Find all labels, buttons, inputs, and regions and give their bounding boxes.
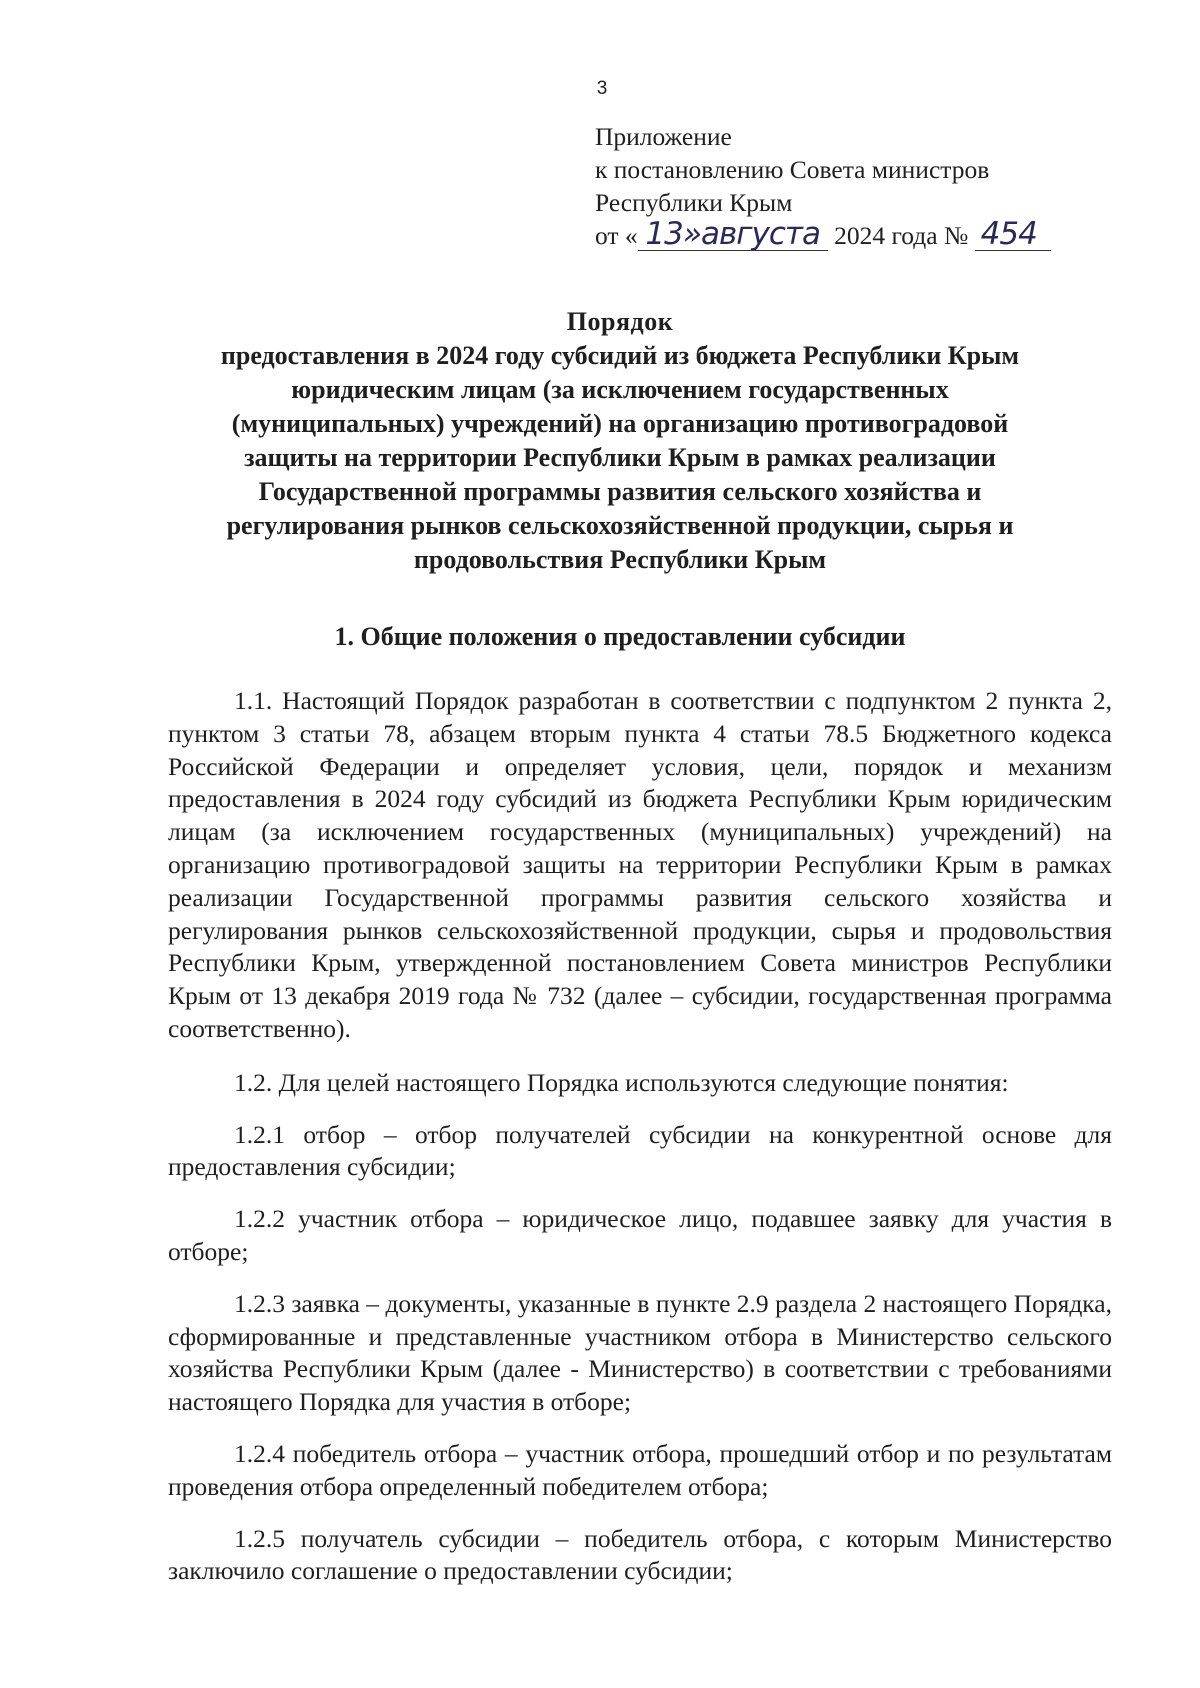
paragraph-1-1: 1.1. Настоящий Порядок разработан в соответствии с подпунктом 2 пункта 2, пунктом 3 статьи 78, абзацем вторым пункта 4 статьи 78.5 Бюджетного кодекса Российской Федерации и определяет условия, цели, порядок и механизм предоставления в 2024 году субсидий из бюджета Республики Крым юридическим лицам (за исключением государственных (муниципальных) учреждений) на организацию противоградовой защиты на территории Республики Крым в рамках реализации Государственной программы развития сельского хозяйства и регулирования рынков сельскохозяйственной продукции, сырья и продовольствия Республики Крым, утвержденной постановлением Совета министров Республики Крым от 13 декабря 2019 года № 732 (далее – субсидии, государственная программа соответственно). (168, 686, 1112, 1043)
paragraph-1-2-2: 1.2.2 участник отбора – юридическое лицо, подавшее заявку для участия в отборе; (168, 1204, 1112, 1266)
title-line: юридическим лицам (за исключением государственных (291, 375, 949, 404)
title-line: предоставления в 2024 году субсидий из бюджета Республики Крым (220, 341, 1020, 370)
title-line: Государственной программы развития сельского хозяйства и (258, 477, 982, 506)
date-quote: » (682, 216, 701, 252)
title-line: продовольствия Республики Крым (413, 545, 827, 574)
title-main: Порядок (566, 307, 674, 336)
title-line: регулирования рынков сельскохозяйственной продукции, сырья и (226, 511, 1014, 540)
handwritten-date (638, 216, 828, 252)
handwritten-month: августа (700, 216, 820, 252)
paragraph-1-2-5: 1.2.5 получатель субсидии – победитель отбора, с которым Министерство заключило соглашение о предоставлении субсидии; (168, 1523, 1112, 1586)
paragraph-1-2: 1.2. Для целей настоящего Порядка используются следующие понятия: (234, 1067, 1009, 1097)
document-title (180, 305, 1060, 577)
handwritten-number-field (975, 216, 1051, 252)
section-heading: 1. Общие положения о предоставлении субсидии (334, 622, 906, 651)
date-prefix: от « (595, 221, 638, 250)
appendix-date-line (595, 216, 1155, 252)
page-number: 3 (596, 78, 608, 99)
title-line: (муниципальных) учреждений) на организацию противоградовой (231, 409, 1009, 438)
date-suffix: 2024 года № (827, 221, 975, 250)
paragraph-1-2-1: 1.2.1 отбор – отбор получателей субсидии на конкурентной основе для предоставления субсидии; (168, 1119, 1112, 1182)
appendix-header (595, 120, 1155, 252)
document-body (168, 685, 1112, 1607)
title-line: защиты на территории Республики Крым в рамках реализации (244, 443, 996, 472)
appendix-republic-line: Республики Крым (595, 188, 793, 217)
handwritten-day: 13 (645, 216, 683, 252)
handwritten-number: 454 (980, 216, 1037, 252)
paragraph-1-2-3: 1.2.3 заявка – документы, указанные в пункте 2.9 раздела 2 настоящего Порядка, сформированные и представленные участником отбора в Министерство сельского хозяйства Республики Крым (далее - Министерство) в соответствии с требованиями настоящего Порядка для участия в отборе; (168, 1288, 1112, 1417)
paragraph-1-2-4: 1.2.4 победитель отбора – участник отбора, прошедший отбор и по результатам проведения отбора определенный победителем отбора; (168, 1438, 1112, 1501)
appendix-resolution-line: к постановлению Совета министров (595, 155, 990, 184)
appendix-label: Приложение (595, 122, 732, 151)
